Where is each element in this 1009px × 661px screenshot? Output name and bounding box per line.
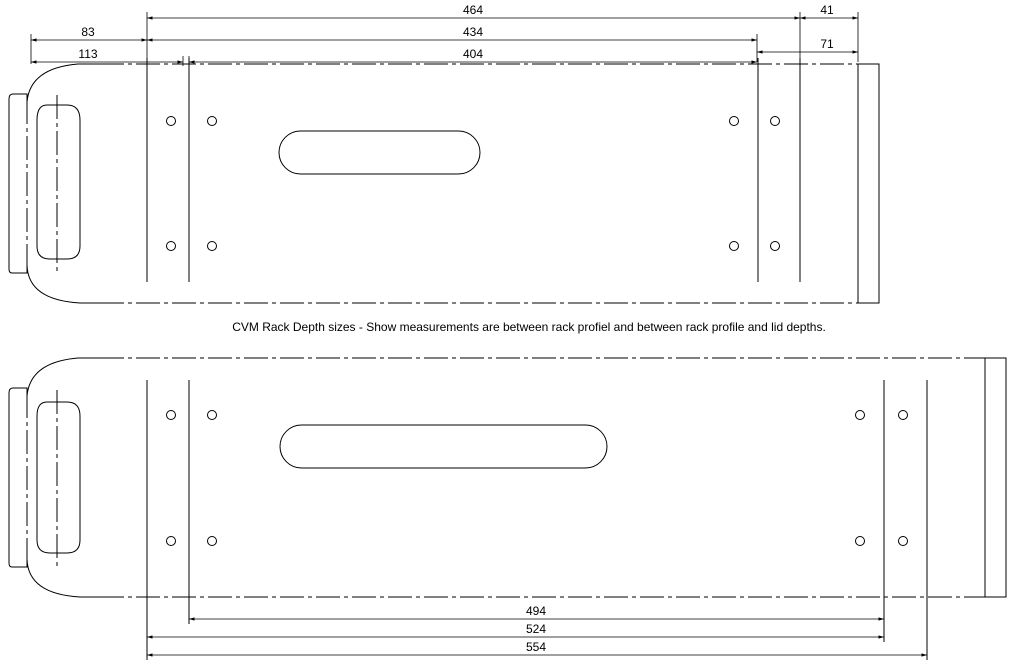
mounting-hole: [208, 117, 217, 126]
mounting-hole: [208, 411, 217, 420]
mounting-hole: [899, 411, 908, 420]
top-lid: [858, 64, 879, 303]
bottom-handle-outline: [9, 358, 100, 597]
bottom-handle-grip: [37, 402, 80, 553]
bottom-mounting-holes: [167, 411, 908, 546]
mounting-hole: [167, 411, 176, 420]
mounting-hole: [730, 242, 739, 251]
dim-label-41: 41: [820, 3, 834, 17]
bottom-lid: [985, 358, 1006, 597]
dim-label-434: 434: [462, 25, 484, 39]
top-rack-view: [9, 3, 879, 303]
mounting-hole: [856, 537, 865, 546]
dim-label-404: 404: [462, 47, 484, 61]
dim-label-83: 83: [81, 25, 95, 39]
dim-label-71: 71: [820, 37, 834, 51]
mounting-hole: [208, 537, 217, 546]
dim-label-494: 494: [525, 604, 547, 618]
mounting-hole: [771, 117, 780, 126]
mounting-hole: [208, 242, 217, 251]
mounting-hole: [167, 242, 176, 251]
top-extension-lines: [31, 12, 858, 66]
drawing-caption: CVM Rack Depth sizes - Show measurements are between rack profiel and between rack profile and lid depths.: [232, 320, 826, 334]
dim-label-113: 113: [78, 47, 98, 61]
top-center-slot: [279, 131, 480, 174]
mounting-hole: [167, 117, 176, 126]
dim-label-464: 464: [462, 3, 484, 17]
top-handle-outline: [9, 64, 100, 303]
mounting-hole: [856, 411, 865, 420]
bottom-rack-view: [9, 358, 1006, 660]
top-handle-grip: [37, 105, 80, 259]
bottom-center-slot: [280, 425, 607, 468]
mounting-hole: [167, 537, 176, 546]
dim-label-524: 524: [525, 622, 547, 636]
mounting-hole: [771, 242, 780, 251]
dim-label-554: 554: [525, 640, 547, 654]
mounting-hole: [899, 537, 908, 546]
mounting-hole: [730, 117, 739, 126]
